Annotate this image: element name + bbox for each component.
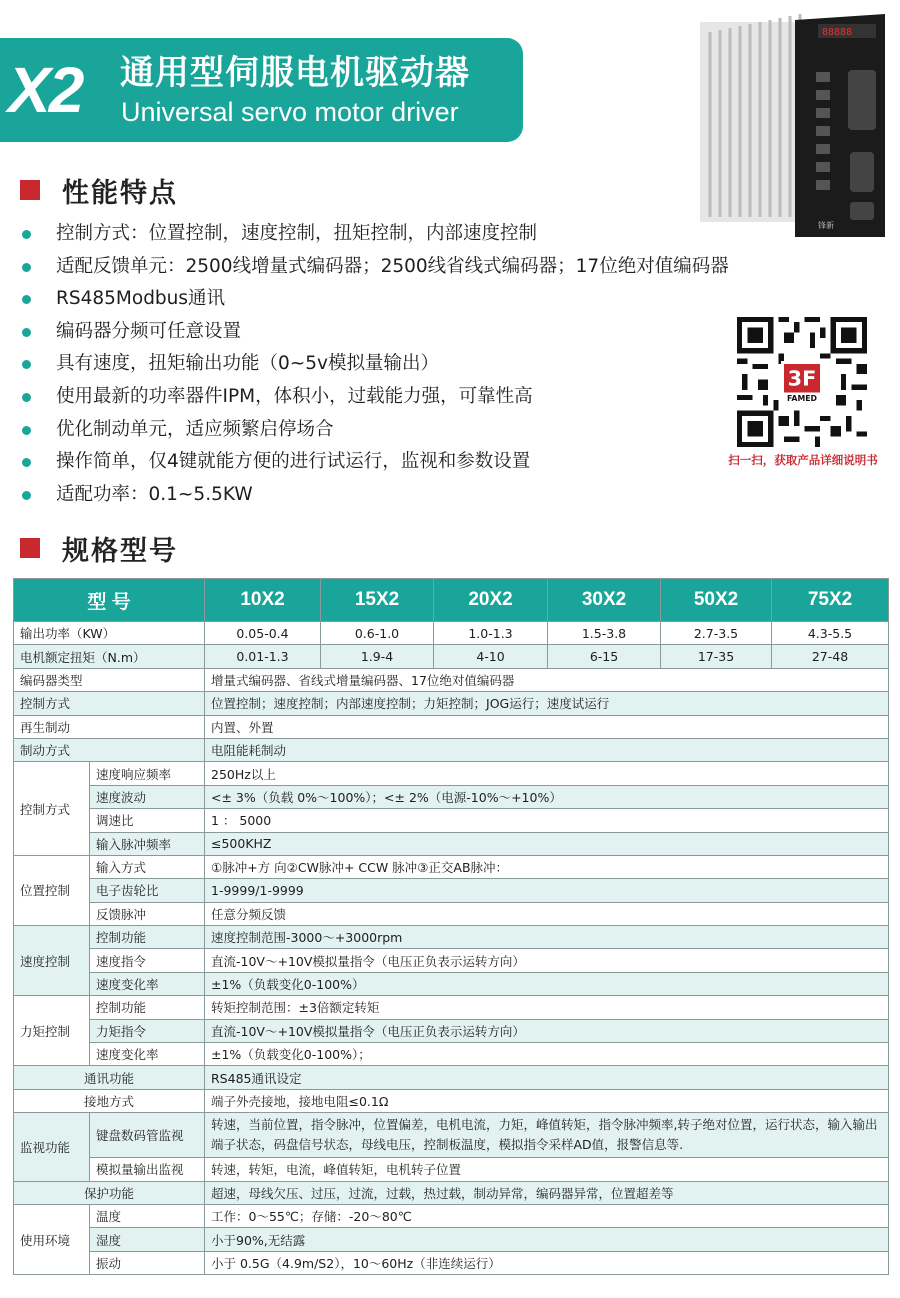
title-english: Universal servo motor driver (121, 97, 459, 127)
table-row (14, 1181, 889, 1204)
cell-value: 转速，转矩，电流，峰值转矩，电机转子位置 (205, 1158, 889, 1181)
table-row (14, 622, 889, 645)
bullet-icon (22, 491, 31, 500)
row-label: 调速比 (90, 809, 205, 832)
qr-logo-sub: FAMED (786, 394, 818, 404)
row-label: 速度响应频率 (90, 762, 205, 785)
spec-table (13, 578, 889, 1275)
feature-item: 操作简单，仅4键就能方便的进行试运行，监视和参数设置 (22, 446, 729, 479)
row-label: 湿度 (90, 1228, 205, 1251)
cell-value: 增量式编码器、省线式增量编码器、17位绝对值编码器 (205, 668, 889, 691)
feature-item: RS485Modbus通讯 (22, 283, 729, 316)
table-row (14, 645, 889, 668)
cell-value: ±1%（负载变化0-100%） (205, 972, 889, 995)
cell-value: 直流-10V～+10V模拟量指令（电压正负表示运转方向） (205, 949, 889, 972)
table-row (14, 738, 889, 761)
row-label: 电子齿轮比 (90, 879, 205, 902)
cell-value: 1-9999/1-9999 (205, 879, 889, 902)
row-label: 速度变化率 (90, 1043, 205, 1066)
row-label: 模拟量输出监视 (90, 1158, 205, 1181)
header-cell: 30X2 (548, 579, 661, 622)
bullet-icon (22, 328, 31, 337)
feature-item: 适配反馈单元：2500线增量式编码器；2500线省线式编码器；17位绝对值编码器 (22, 251, 729, 284)
group-label: 力矩控制 (14, 996, 90, 1066)
cell-value: 1.5-3.8 (548, 622, 661, 645)
row-label: 输入脉冲频率 (90, 832, 205, 855)
title-chinese: 通用型伺服电机驱动器 (120, 53, 470, 93)
spec-heading (20, 532, 178, 567)
bullet-icon (22, 426, 31, 435)
cell-value: <± 3%（负载 0%～100%）；<± 2%（电源-10%～+10%） (205, 785, 889, 808)
cell-value: RS485通讯设定 (205, 1066, 889, 1089)
feature-item: 具有速度，扭矩输出功能（0~5v模拟量输出） (22, 348, 729, 381)
cell-value: 位置控制；速度控制；内部速度控制；力矩控制；JOG运行；速度试运行 (205, 692, 889, 715)
cell-value: 速度控制范围-3000～+3000rpm (205, 926, 889, 949)
row-label: 力矩指令 (90, 1019, 205, 1042)
table-row (14, 832, 889, 855)
table-row (14, 996, 889, 1019)
row-label: 接地方式 (14, 1089, 205, 1112)
features-title: 性能特点 (62, 177, 178, 209)
header-cell: 50X2 (661, 579, 772, 622)
bullet-icon (22, 230, 31, 239)
row-label: 控制方式 (14, 692, 205, 715)
cell-value: 任意分频反馈 (205, 902, 889, 925)
cell-value: 转矩控制范围：±3倍额定转矩 (205, 996, 889, 1019)
group-label: 速度控制 (14, 926, 90, 996)
row-label: 编码器类型 (14, 668, 205, 691)
qr-logo-text: 3F (787, 366, 817, 391)
row-label: 控制功能 (90, 996, 205, 1019)
table-row (14, 715, 889, 738)
bullet-icon (22, 295, 31, 304)
table-row (14, 855, 889, 878)
svg-text:88888: 88888 (822, 27, 853, 38)
table-row (14, 949, 889, 972)
features-heading (20, 174, 178, 209)
cell-value: 250Hz以上 (205, 762, 889, 785)
spec-title: 规格型号 (62, 535, 178, 567)
table-row (14, 668, 889, 691)
row-label: 保护功能 (14, 1181, 205, 1204)
cell-value: 1.0-1.3 (434, 622, 548, 645)
cell-value: ①脉冲+方 向②CW脉冲+ CCW 脉冲③正交AB脉冲： (205, 855, 889, 878)
header-cell: 15X2 (321, 579, 434, 622)
group-label: 位置控制 (14, 855, 90, 925)
cell-value: 内置、外置 (205, 715, 889, 738)
table-row (14, 1228, 889, 1251)
cell-value: 1 ： 5000 (205, 809, 889, 832)
section-marker-icon (20, 180, 40, 200)
table-row (14, 762, 889, 785)
table-row (14, 1043, 889, 1066)
table-row (14, 1089, 889, 1112)
row-label: 输出功率（KW） (14, 622, 205, 645)
title-banner (0, 38, 523, 142)
cell-value: 0.05-0.4 (205, 622, 321, 645)
cell-value: 0.01-1.3 (205, 645, 321, 668)
table-header-row (14, 579, 889, 622)
cell-value: ≤500KHZ (205, 832, 889, 855)
feature-item: 编码器分频可任意设置 (22, 316, 729, 349)
row-label: 反馈脉冲 (90, 902, 205, 925)
cell-value: ±1%（负载变化0-100%）； (205, 1043, 889, 1066)
row-label: 速度变化率 (90, 972, 205, 995)
row-label: 键盘数码管监视 (90, 1113, 205, 1158)
table-row (14, 1113, 889, 1158)
group-label: 监视功能 (14, 1113, 90, 1181)
cell-value: 超速，母线欠压、过压，过流，过载，热过载，制动异常，编码器异常，位置超差等 (205, 1181, 889, 1204)
bullet-icon (22, 393, 31, 402)
row-label: 电机额定扭矩（N.m） (14, 645, 205, 668)
cell-value: 4-10 (434, 645, 548, 668)
cell-value: 1.9-4 (321, 645, 434, 668)
row-label: 通讯功能 (14, 1066, 205, 1089)
header-cell: 20X2 (434, 579, 548, 622)
cell-value: 小于90%,无结露 (205, 1228, 889, 1251)
cell-value: 4.3-5.5 (772, 622, 889, 645)
feature-item: 使用最新的功率器件IPM，体积小，过载能力强，可靠性高 (22, 381, 729, 414)
table-row (14, 692, 889, 715)
group-label: 控制方式 (14, 762, 90, 856)
table-row (14, 785, 889, 808)
qr-caption: 扫一扫，获取产品详细说明书 (728, 453, 878, 467)
group-label: 使用环境 (14, 1204, 90, 1274)
row-label: 速度指令 (90, 949, 205, 972)
header-cell: 10X2 (205, 579, 321, 622)
cell-value: 直流-10V～+10V模拟量指令（电压正负表示运转方向） (205, 1019, 889, 1042)
cell-value: 27-48 (772, 645, 889, 668)
feature-item: 控制方式：位置控制，速度控制，扭矩控制，内部速度控制 (22, 218, 729, 251)
row-label: 控制功能 (90, 926, 205, 949)
bullet-icon (22, 263, 31, 272)
cell-value: 0.6-1.0 (321, 622, 434, 645)
row-label: 速度波动 (90, 785, 205, 808)
row-label: 再生制动 (14, 715, 205, 738)
servo-drive-image (700, 12, 890, 238)
feature-item: 优化制动单元，适应频繁启停场合 (22, 414, 729, 447)
cell-value: 工作：0～55℃；存储：-20～80℃ (205, 1204, 889, 1227)
table-row (14, 1204, 889, 1227)
table-row (14, 1158, 889, 1181)
cell-value: 转速，当前位置，指令脉冲，位置偏差，电机电流，力矩，峰值转矩，指令脉冲频率,转子绝对位置，运行状态，输入输出端子状态，码盘信号状态，母线电压，控制板温度，模拟指令采样AD值，报警信息等. (205, 1113, 889, 1158)
cell-value: 电阻能耗制动 (205, 738, 889, 761)
cell-value: 小于 0.5G（4.9m/S2），10～60Hz（非连续运行） (205, 1251, 889, 1274)
table-row (14, 902, 889, 925)
header-cell: 型 号 (14, 579, 205, 622)
row-label: 制动方式 (14, 738, 205, 761)
table-row (14, 1251, 889, 1274)
feature-item: 适配功率：0.1~5.5KW (22, 479, 729, 512)
svg-text:锋新: 锋新 (818, 221, 834, 230)
bullet-icon (22, 458, 31, 467)
row-label: 振动 (90, 1251, 205, 1274)
row-label: 输入方式 (90, 855, 205, 878)
qr-code[interactable] (737, 317, 867, 447)
model-name: X2 (8, 54, 83, 126)
cell-value: 17-35 (661, 645, 772, 668)
cell-value: 6-15 (548, 645, 661, 668)
bullet-icon (22, 360, 31, 369)
cell-value: 2.7-3.5 (661, 622, 772, 645)
feature-list (22, 218, 729, 511)
table-row (14, 926, 889, 949)
header-cell: 75X2 (772, 579, 889, 622)
table-row (14, 1019, 889, 1042)
table-row (14, 1066, 889, 1089)
table-row (14, 972, 889, 995)
cell-value: 端子外壳接地，接地电阻≤0.1Ω (205, 1089, 889, 1112)
table-row (14, 879, 889, 902)
section-marker-icon (20, 538, 40, 558)
row-label: 温度 (90, 1204, 205, 1227)
table-row (14, 809, 889, 832)
